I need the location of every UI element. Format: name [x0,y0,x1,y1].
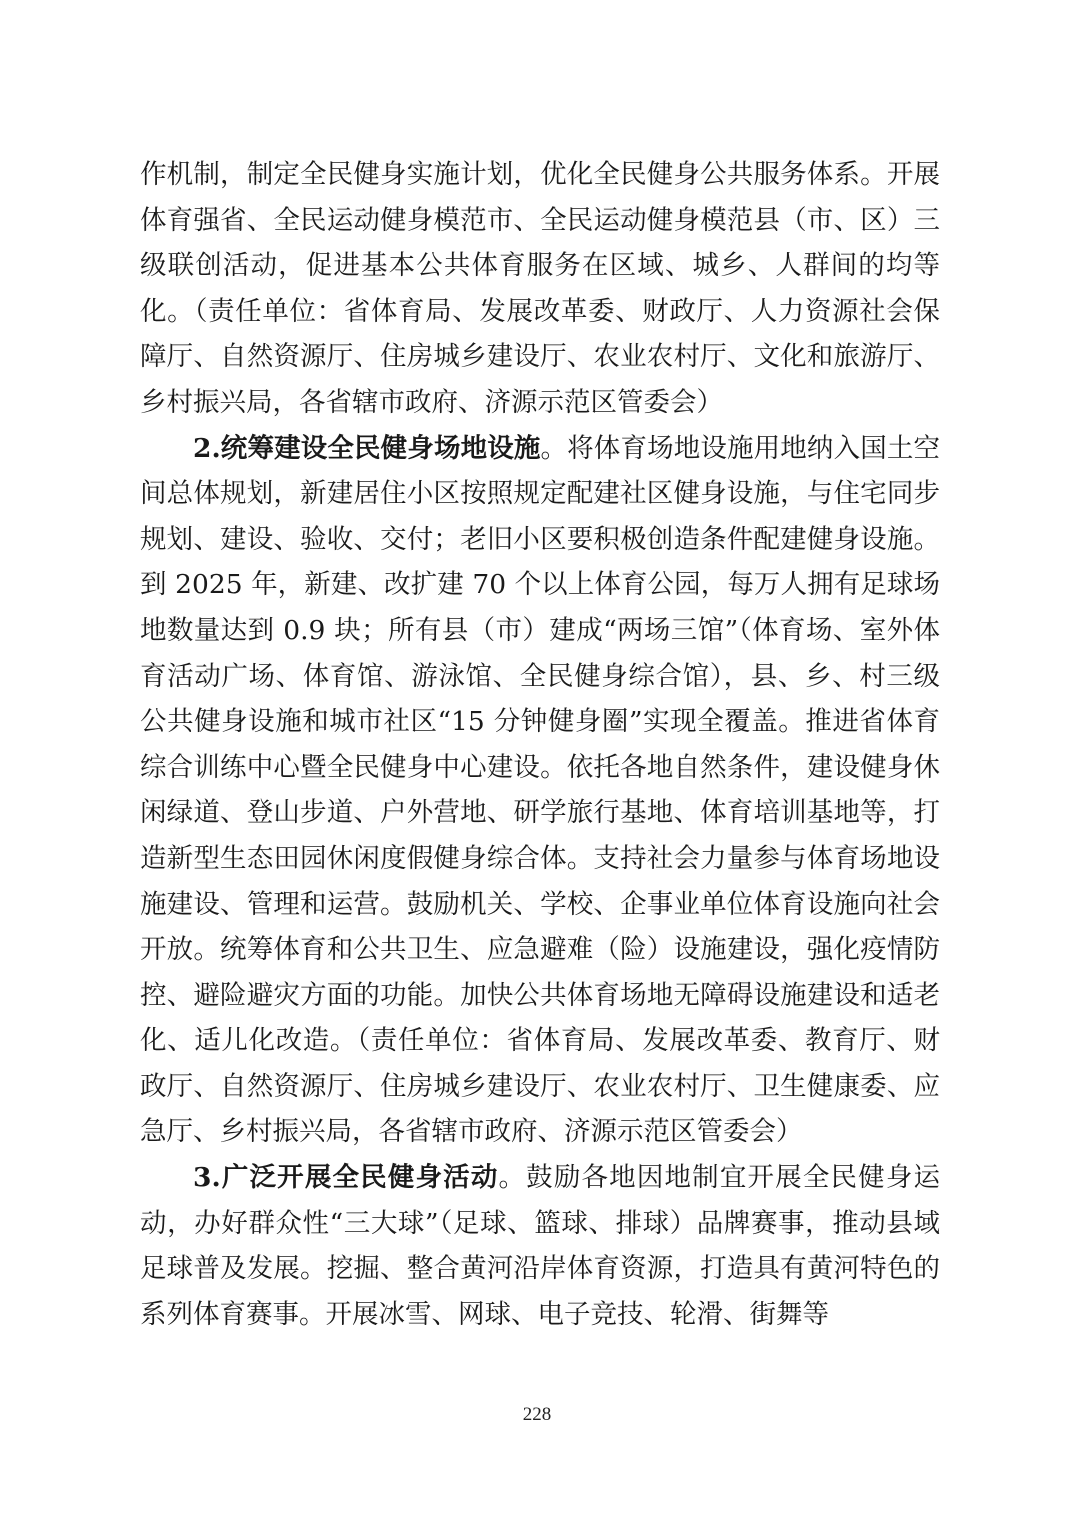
paragraph-1 [140,152,940,426]
page-number: 228 [522,1404,552,1425]
paragraph-2-text: 。将体育场地设施用地纳入国土空间总体规划，新建居住小区按照规定配建社区健身设施，与住宅同步规划、建设、验收、交付；老旧小区要积极创造条件配建健身设施。到 2025 年，新建、改扩建 70 个以上体育公园，每万人拥有足球场地数量达到 0.9 块；所有县（市）建成“两场三馆”（体育场、室外体育活动广场、体育馆、游泳馆、全民健身综合馆），县、乡、村三级公共健身设施和城市社区“15 分钟健身圈”实现全覆盖。推进省体育综合训练中心暨全民健身中心建设。依托各地自然条件，建设健身休闲绿道、登山步道、户外营地、研学旅行基地、体育培训基地等，打造新型生态田园休闲度假健身综合体。支持社会力量参与体育场地设施建设、管理和运营。鼓励机关、学校、企事业单位体育设施向社会开放。统筹体育和公共卫生、应急避难（险）设施建设，强化疫情防控、避险避灾方面的功能。加快公共体育场地无障碍设施建设和适老化、适儿化改造。（责任单位：省体育局、发展改革委、教育厅、财政厅、自然资源厅、住房城乡建设厅、农业农村厅、卫生健康委、应急厅、乡村振兴局，各省辖市政府、济源示范区管委会） [140,432,941,1148]
document-body [140,152,940,1337]
paragraph-3-text: 。鼓励各地因地制宜开展全民健身运动，办好群众性“三大球”（足球、篮球、排球）品牌赛事，推动县域足球普及发展。挖掘、整合黄河沿岸体育资源，打造具有黄河特色的系列体育赛事。开展冰雪、网球、电子竞技、轮滑、街舞等 [140,1162,940,1330]
paragraph-3-heading: 3.广泛开展全民健身活动 [193,1162,499,1194]
paragraph-3 [140,1155,940,1337]
paragraph-2 [140,426,940,1156]
paragraph-1-text: 作机制，制定全民健身实施计划，优化全民健身公共服务体系。开展体育强省、全民运动健身模范市、全民运动健身模范县（市、区）三级联创活动，促进基本公共体育服务在区域、城乡、人群间的均等化。（责任单位：省体育局、发展改革委、财政厅、人力资源社会保障厅、自然资源厅、住房城乡建设厅、农业农村厅、文化和旅游厅、乡村振兴局，各省辖市政府、济源示范区管委会） [140,159,940,418]
paragraph-2-heading: 2.统筹建设全民健身场地设施 [193,432,541,464]
